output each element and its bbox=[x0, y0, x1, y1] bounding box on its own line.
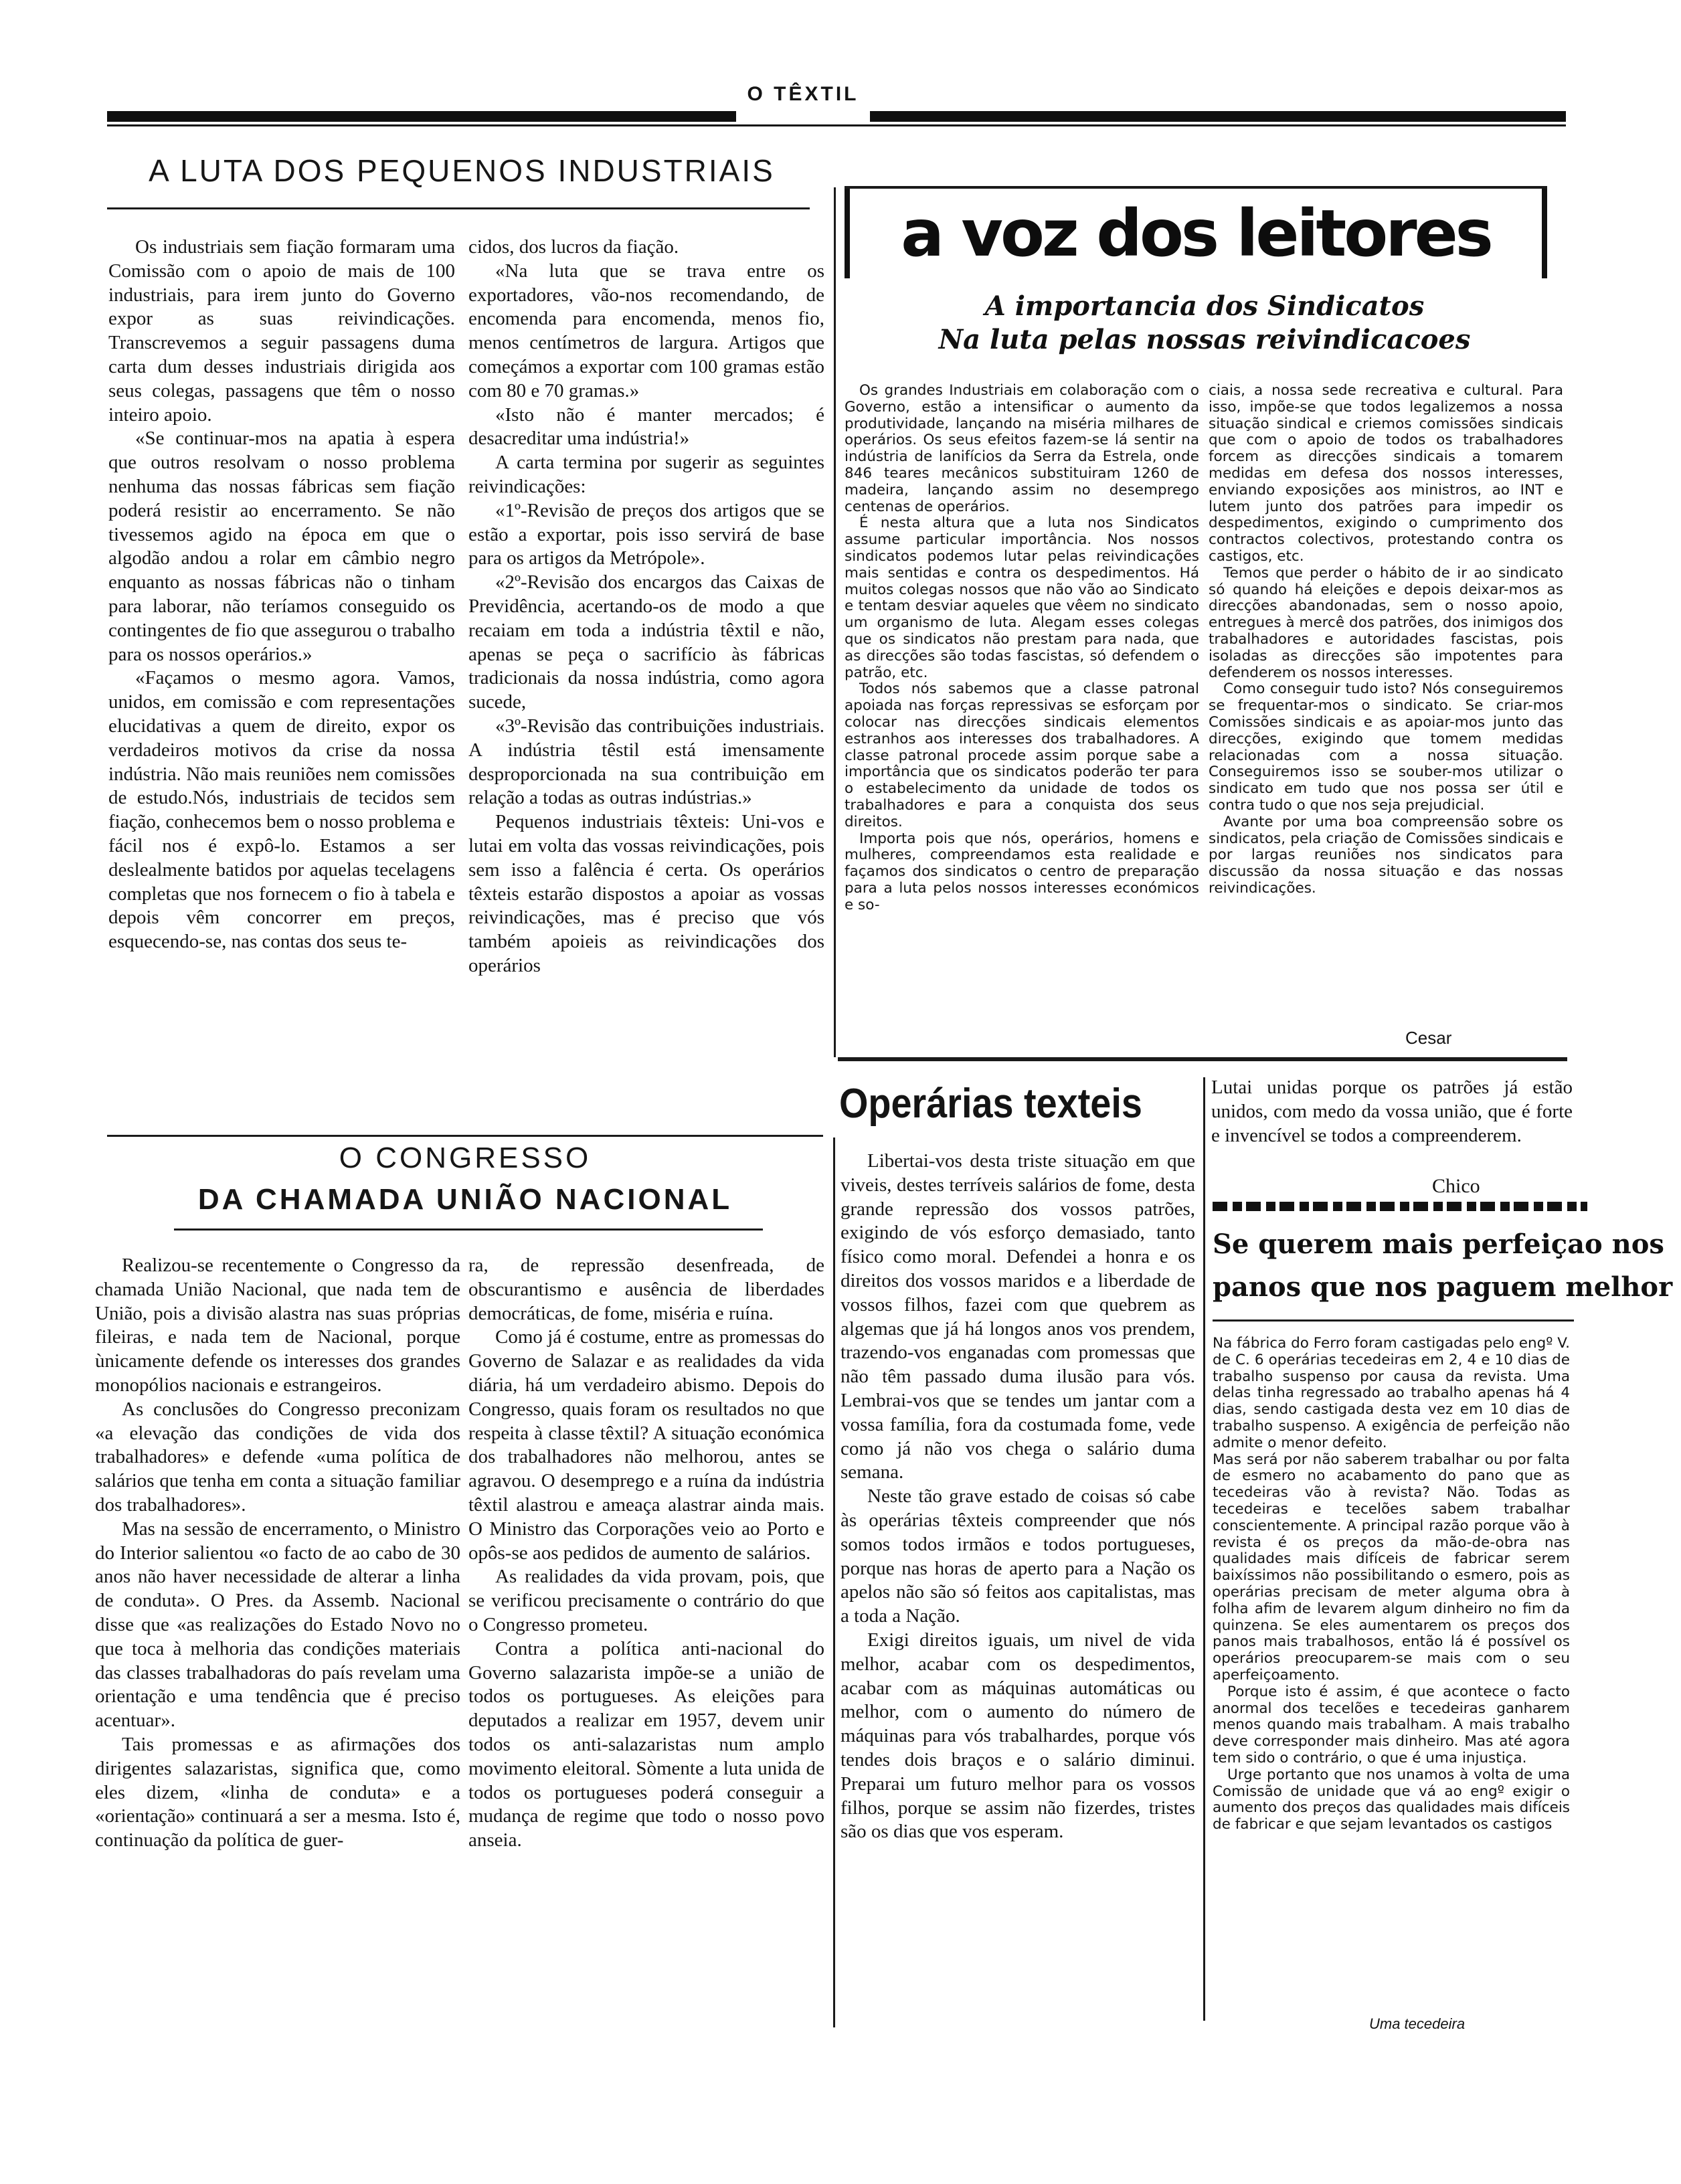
perfeicao-col-1 bbox=[1213, 1336, 1570, 2011]
paragraph: As conclusões do Congresso preconizam «a elevação das condições de vida dos trabalhadores» e defende «uma política de salários que tenha em conta a situação familiar dos trabalhadores». bbox=[95, 1398, 460, 1516]
paragraph: «1º-Revisão de preços dos artigos que se estão a exportar, pois isso servirá de base para os artigos da Metrópole». bbox=[468, 499, 824, 569]
luta-headline: A LUTA DOS PEQUENOS INDUSTRIAIS bbox=[149, 153, 775, 188]
voz-banner: a voz dos leitores bbox=[845, 189, 1547, 278]
paragraph: As realidades da vida provam, pois, que se verificou precisamente o contrário do que o Congresso prometeu. bbox=[468, 1566, 824, 1635]
operarias-col-2 bbox=[1211, 1076, 1573, 1176]
operarias-top-rule bbox=[838, 1057, 1567, 1061]
paragraph: «2º-Revisão dos encargos das Caixas de Previdência, acertando-os de modo a que recaiam em toda a indústria têxtil e não, apenas se peça o sacrifício às fábricas tradicionais da nossa indústria, como agora sucede, bbox=[468, 571, 824, 713]
operarias-col-1 bbox=[840, 1150, 1195, 2033]
paragraph: Exigi direitos iguais, um nivel de vida melhor, acabar com os despedimentos, acabar com as máquinas automáticas ou melhor, com o aumento do número de máquinas para vós trabalhardes, porque vós tendes dois braços e o salário diminui. Preparai um futuro melhor para os vossos filhos, porque se assim não fizerdes, tristes são os dias que vos esperam. bbox=[840, 1629, 1195, 1843]
paragraph: «Isto não é manter mercados; é desacreditar uma indústria!» bbox=[468, 403, 824, 450]
paragraph: Neste tão grave estado de coisas só cabe às operárias têxteis compreender que nós somos todos irmãos e todos portugueses, porque nas horas de aperto para a Nação os apelos não são só feitos aos capitalistas, mas a toda a Nação. bbox=[840, 1485, 1195, 1627]
paragraph: «3º-Revisão das contribuições industriais. A indústria têstil está imensamente desproporcionada na sua contribuição em relação a todas as outras indústrias.» bbox=[468, 715, 824, 809]
perfeicao-headline-1: Se querem mais perfeiçao nos bbox=[1213, 1228, 1664, 1260]
congresso-headline-2: DA CHAMADA UNIÃO NACIONAL bbox=[197, 1183, 733, 1216]
perfeicao-signature: Uma tecedeira bbox=[1369, 2015, 1466, 2032]
voz-signature: Cesar bbox=[1405, 1028, 1452, 1048]
masthead-rule-left bbox=[107, 111, 736, 122]
paragraph: Pequenos industriais têxteis: Uni-vos e lutai em volta das vossas reivindicações, pois sem isso a falência é certa. Os operários têxteis estarão dispostos a apoiar as vossas reivindicações, mas é preciso que vós também apoieis as reivindicações dos operários bbox=[468, 811, 824, 976]
paragraph: Contra a política anti-nacional do Governo salazarista impõe-se a união de todos os portugueses. As eleições para deputados a realizar em 1957, devem unir todos os anti-salazaristas num amplo movimento eleitoral. Sòmente a luta unida de todos os portugueses poderá conseguir a mudança de regime que todo o nosso povo anseia. bbox=[468, 1637, 824, 1851]
congresso-headline-rule bbox=[174, 1228, 763, 1231]
operarias-signature: Chico bbox=[1432, 1175, 1480, 1197]
congresso-headline-1: O CONGRESSO bbox=[339, 1142, 592, 1174]
perfeicao-headline-2: panos que nos paguem melhor bbox=[1213, 1271, 1673, 1303]
voz-subtitle-2: Na luta pelas nossas reivindicacoes bbox=[938, 324, 1471, 355]
paragraph: A carta termina por sugerir as seguintes reivindicações: bbox=[468, 452, 824, 497]
congresso-col-1 bbox=[95, 1254, 460, 2057]
paragraph: Realizou-se recentemente o Congresso da chamada União Nacional, que nada tem de União, pois a divisão alastra nas suas próprias fileiras, e nada tem de Nacional, porque ùnicamente defende os interesses dos grandes monopólios nacionais e estrangeiros. bbox=[95, 1255, 460, 1396]
luta-col-2 bbox=[468, 236, 824, 1125]
paragraph: ra, de repressão desenfreada, de obscurantismo e ausência de liberdades democráticas, de fome, miséria e ruína. bbox=[468, 1255, 824, 1324]
paragraph: Como conseguir tudo isto? Nós conseguiremos se frequentar-mos o sindicato. Se criar-mos Comissões sindicais e as apoiar-mos junto das direcções, exigindo que tomem medidas relacionadas com a nossa situação. Conseguiremos isso se souber-mos utilizar o sindicato em tudo que nos possa ser útil e contra tudo o que nos seja prejudicial. bbox=[1209, 680, 1563, 814]
paragraph: Temos que perder o hábito de ir ao sindicato só quando há eleições e depois deixar-mos as direcções abandonadas, sem o nosso apoio, entregues à mercê dos patrões, dos inimigos dos trabalhadores e autoridades fascistas, pois isoladas as direcções são impotentes para defenderem os nossos interesses. bbox=[1209, 564, 1563, 681]
masthead-rule-right bbox=[870, 111, 1566, 122]
congresso-col-2 bbox=[468, 1254, 824, 2057]
paragraph: Os industriais sem fiação formaram uma Comissão com o apoio de mais de 100 industriais, para irem junto do Governo expor as suas reivindicações. Transcrevemos a seguir passagens duma carta dum desses industriais dirigida aos seus colegas, passagens que têm o nosso inteiro apoio. bbox=[108, 236, 455, 426]
perfeicao-headline-rule bbox=[1213, 1320, 1574, 1322]
paragraph: «Na luta que se trava entre os exportadores, vão-nos recomendando, de encomenda para encomenda, menos fio, menos centímetros de largura. Artigos que começámos a exportar com 100 gramas estão com 80 e 70 gramas.» bbox=[468, 260, 824, 401]
voz-col-2 bbox=[1209, 383, 1563, 1025]
paragraph: Mas na sessão de encerramento, o Ministro do Interior salientou «o facto de ao cabo de 30 anos não haver necessidade de alterar a linha de conduta». O Pres. da Assemb. Nacional disse que «as realizações do Estado Novo no que toca à melhoria das condições materiais das classes trabalhadoras do país revelam uma orientação e uma tendência que é preciso acentuar». bbox=[95, 1518, 460, 1732]
column-divider bbox=[1203, 1077, 1205, 2021]
paragraph: Tais promessas e as afirmações dos dirigentes salazaristas, significa que, como eles dizem, «linha de conduta» e a «orientação» continuará a ser a mesma. Isto é, continuação da política de guer- bbox=[95, 1733, 460, 1851]
column-divider bbox=[833, 1138, 835, 2027]
masthead-rule-thin bbox=[107, 124, 1566, 126]
paragraph: Porque isto é assim, é que acontece o facto anormal dos tecelões e tecedeiras ganharem menos quando mais trabalham. A mais trabalho deve corresponder mais dinheiro. Mas até agora tem sido o contrário, o que é uma injustiça. bbox=[1213, 1683, 1570, 1766]
paragraph: cidos, dos lucros da fiação. bbox=[468, 236, 679, 258]
section-divider bbox=[107, 1135, 823, 1137]
paragraph: Como já é costume, entre as promessas do Governo de Salazar e as realidades da vida diária, há um verdadeiro abismo. Depois do Congresso, quais foram os resultados no que respeita à classe têxtil? A situação económica dos trabalhadores não melhorou, antes se agravou. O desemprego e a ruína da indústria têxtil alastrou e ameaça alastrar ainda mais. O Ministro das Corporações veio ao Porto e opôs-se aos pedidos de aumento de salários. bbox=[468, 1326, 824, 1564]
luta-headline-rule bbox=[107, 207, 810, 209]
operarias-headline: Operárias texteis bbox=[839, 1081, 1142, 1127]
decorative-border bbox=[1213, 1202, 1587, 1211]
paragraph: É nesta altura que a luta nos Sindicatos assume particular importância. Nos nossos sindicatos podemos lutar pelas reivindicações mais sentidas e contra os despedimentos. Há muitos colegas nossos que não vão ao Sindicato e tentam desviar aqueles que vêem no sindicato um organismo de luta. Alegam esses colegas que os sindicatos não prestam para nada, que as direcções são todas fascistas, só defendem o patrão, etc. bbox=[845, 515, 1199, 681]
paragraph: Na fábrica do Ferro foram castigadas pelo engº V. de C. 6 operárias tecedeiras em 2, 4 e 10 dias de trabalho suspenso por causa da revista. Uma delas tinha regressado ao trabalho apenas há 4 dias, sendo castigada desta vez em 10 dias de trabalho suspenso. A exigência de perfeição não admite o menor defeito. bbox=[1213, 1336, 1570, 1451]
paragraph: Urge portanto que nos unamos à volta de uma Comissão de unidade que vá ao engº exigir o aumento dos preços das qualidades mais difíceis de fabricar e que sejam levantados os castigos bbox=[1213, 1766, 1570, 1833]
paragraph: «Façamos o mesmo agora. Vamos, unidos, em comissão e com representações elucidativas a quem de direito, expor os verdadeiros motivos da crise da nossa indústria. Não mais reuniões nem comissões de estudo.Nós, industriais de tecidos sem fiação, conhecemos bem o nosso problema e fácil nos é expô-lo. Estamos a ser deslealmente batidos por aquelas tecelagens completas que nos fornecem o fio à tabela e depois vêm concorrer em preços, esquecendo-se, nas contas dos seus te- bbox=[108, 667, 455, 953]
paragraph: Todos nós sabemos que a classe patronal apoiada nas forças repressivas se esforçam por colocar nas direcções sindicais elementos estranhos aos interesses dos trabalhadores. A classe patronal procede assim porque sabe a importância que os sindicatos poderão ter para o estabelecimento da unidade de todos os trabalhadores e para a conquista dos seus direitos. bbox=[845, 680, 1199, 830]
luta-col-1 bbox=[108, 236, 455, 1125]
column-divider bbox=[834, 187, 836, 1057]
paragraph: ciais, a nossa sede recreativa e cultural. Para isso, impõe-se que todos legalizemos a nossa situação sindical e criemos comissões sindicais que com o apoio de todos os trabalhadores forcem as direcções sindicais a tomarem medidas em defesa dos nossos interesses, enviando exposições aos ministros, ao INT e lutem junto dos patrões para impedir os despedimentos, exigindo o cumprimento dos contractos colectivos, protestando contra os castigos, etc. bbox=[1209, 383, 1563, 565]
paragraph: Libertai-vos desta triste situação em que viveis, destes terríveis salários de fome, desta grande repressão dos vossos patrões, exigindo de vós esforço demasiado, tanto físico como moral. Defendei a honra e os direitos dos vossos maridos e a liberdade de vossos filhos, fazei com que quebrem as algemas que já há longos anos vos prendem, trazendo-vos enganadas com promessas que não têm passado duma ilusão para vós. Lembrai-vos que se tendes um jantar com a vossa família, fora da costumada fome, vede como já não vos chega o salário duma semana. bbox=[840, 1150, 1195, 1483]
paragraph: Lutai unidas porque os patrões já estão unidos, com medo da vossa união, que é forte e invencível se todos a compreenderem. bbox=[1211, 1077, 1573, 1146]
masthead-title: O TÊXTIL bbox=[729, 83, 877, 106]
voz-col-1 bbox=[845, 383, 1199, 1045]
voz-subtitle-1: A importancia dos Sindicatos bbox=[984, 290, 1425, 322]
paragraph: Os grandes Industriais em colaboração com o Governo, estão a intensificar o aumento da produtividade, lançando na miséria milhares de operários. Os seus efeitos fazem-se lá sentir na indústria de lanifícios da Serra da Estrela, onde 846 teares mecânicos substituiram 1260 de madeira, lançando assim no desemprego centenas de operários. bbox=[845, 383, 1199, 515]
paragraph: Mas será por não saberem trabalhar ou por falta de esmero no acabamento do pano que as tecedeiras vão à revista? Não. Todas as tecedeiras e tecelões sabem trabalhar conscientemente. A principal razão porque vão à revista é os preços da mão-de-obra nas qualidades mais difíceis de fabricar serem baixíssimos não possibilitando o esmero, pois as operárias precisam de meter alguma obra à folha afim de levarem algum dinheiro no fim da quinzena. Se eles aumentarem os preços dos panos mais trabalhosos, então lá é possível os operários preocuparem-se mais com o seu aperfeiçoamento. bbox=[1213, 1451, 1570, 1683]
paragraph: «Se continuar-mos na apatia à espera que outros resolvam o nosso problema nenhuma das nossas fábricas sem fiação poderá resistir ao encerramento. Se não tivessemos agido na época em que o algodão andou a rolar em câmbio negro enquanto as nossas fábricas não o tinham para laborar, não teríamos conseguido os contingentes de fio que assegurou o trabalho para os nossos operários.» bbox=[108, 428, 455, 665]
paragraph: Importa pois que nós, operários, homens e mulheres, compreendamos esta realidade e façamos dos sindicatos o centro de preparação para a luta pelos nossos interesses económicos e so- bbox=[845, 830, 1199, 913]
paragraph: Avante por uma boa compreensão sobre os sindicatos, pela criação de Comissões sindicais e por largas reuniões nos sindicatos para discussão da nossa situação e das nossas reivindicações. bbox=[1209, 813, 1563, 897]
